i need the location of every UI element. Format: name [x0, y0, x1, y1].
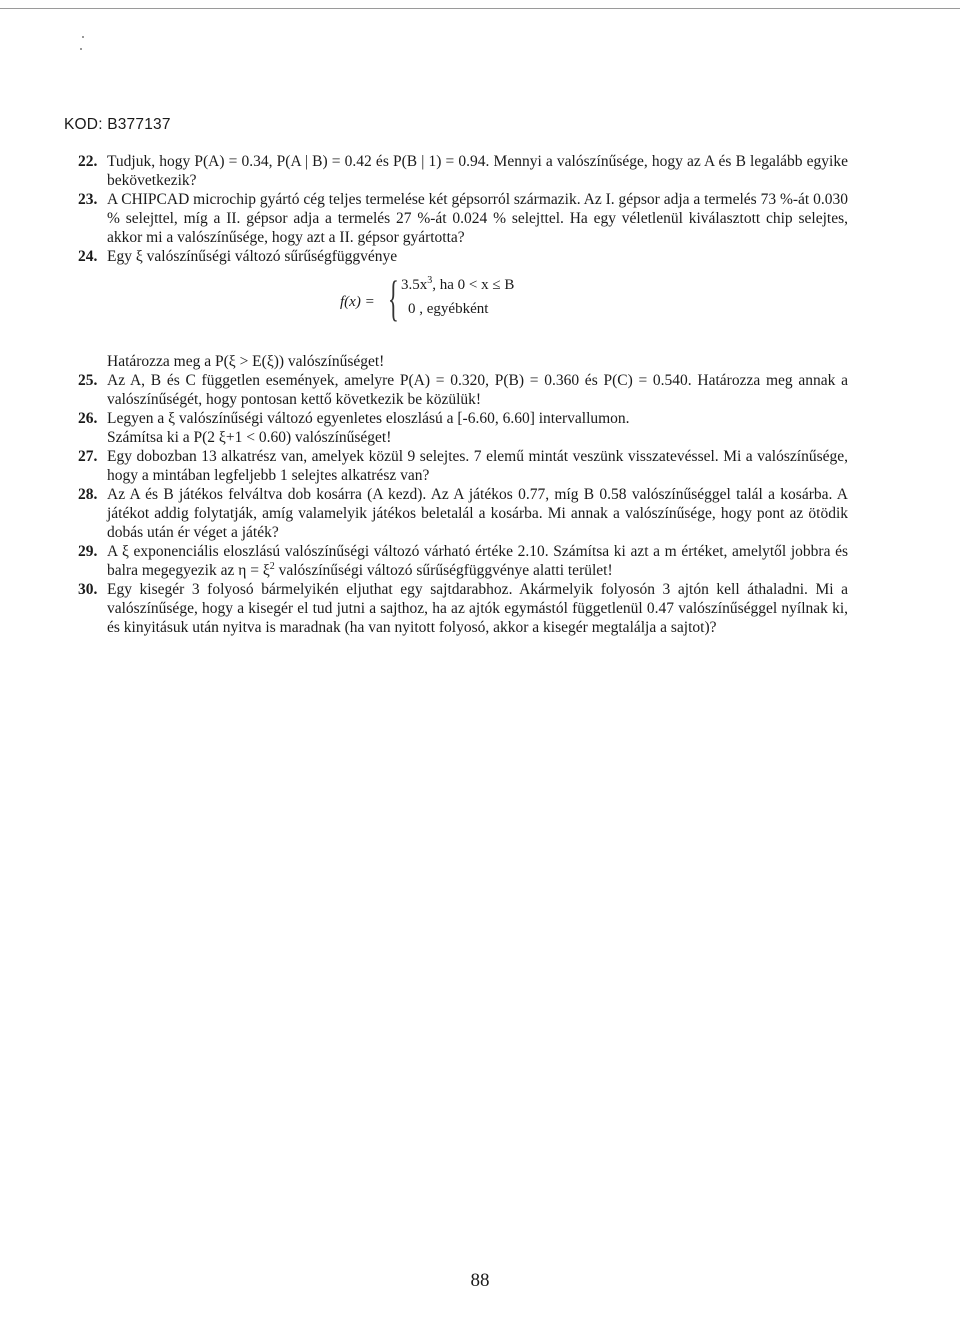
problem-27: [78, 447, 848, 485]
problem-26-question: [78, 428, 848, 447]
problem-23: [78, 190, 848, 247]
problem-text-part: valószínűségi változó sűrűségfüggvénye alatti terület!: [274, 562, 613, 579]
scan-edge-line: [0, 8, 960, 9]
problem-number: 26.: [78, 410, 98, 427]
density-formula: [78, 270, 848, 339]
problem-24: [78, 247, 848, 266]
problem-number: 25.: [78, 372, 98, 389]
problem-text: Egy kisegér 3 folyosó bármelyikén eljuthat egy sajtdarabhoz. Akármelyik folyosón 3 ajtón kell áthaladni. Mi a valószínűsége, hogy a kisegér el tud jutni a sajthoz, ha az ajtók egymástól függetlenül 0.47 valószínűséggel nyílnak ki, és kinyitásuk után nyitva is maradnak (ha van nyitott folyosó, akkor a kisegér megtalálja a sajtot)?: [107, 581, 848, 636]
problem-number: 23.: [78, 191, 98, 208]
problem-30: [78, 580, 848, 637]
problem-text: [107, 542, 848, 580]
problem-number: [78, 428, 107, 447]
problem-number: 27.: [78, 448, 98, 465]
problem-24-question: [78, 352, 848, 371]
problem-text: Tudjuk, hogy P(A) = 0.34, P(A | B) = 0.42 és P(B | 1) = 0.94. Mennyi a valószínűsége, hogy az A és B legalább egyike bekövetkezik?: [107, 153, 848, 189]
problem-number: 24.: [78, 248, 98, 265]
page-number: 88: [470, 1270, 490, 1291]
problem-25: [78, 371, 848, 409]
problem-22: [78, 152, 848, 190]
problem-text: Határozza meg a P(ξ > E(ξ)) valószínűséget!: [107, 353, 385, 370]
problem-list: [78, 152, 848, 637]
problem-text: Legyen a ξ valószínűségi változó egyenletes eloszlású a [-6.60, 6.60] intervallumon.: [107, 410, 630, 427]
problem-text-exponent: 2: [269, 560, 275, 572]
problem-26: [78, 409, 848, 428]
formula-case-1: [401, 277, 514, 294]
formula-case-1-condition: , ha 0 < x ≤ B: [432, 277, 515, 293]
problem-number: [78, 352, 107, 371]
problem-text: A CHIPCAD microchip gyártó cég teljes termelése két gépsorról származik. Az I. gépsor adja a termelés 73 %-át 0.030 % selejttel, míg a II. gépsor adja a termelés 27 %-át 0.024 % selejttel. Ha egy véletlenül kiválasztott chip selejtes, akkor mi a valószínűsége, hogy azt a II. gépsor gyártotta?: [107, 191, 848, 246]
problem-28: [78, 485, 848, 542]
formula-case-2: 0 , egyébként: [408, 301, 489, 317]
scan-speck: [82, 36, 84, 38]
problem-text-part: A ξ exponenciális eloszlású valószínűségi változó várható értéke 2.10. Számítsa ki azt a m értéket, amelytől jobbra és balra megegyezik az η = ξ: [107, 543, 848, 579]
problem-number: 22.: [78, 153, 98, 170]
problem-text: Egy ξ valószínűségi változó sűrűségfüggvénye: [107, 248, 398, 265]
problem-number: 29.: [78, 543, 98, 560]
problem-text: Az A, B és C független események, amelyre P(A) = 0.320, P(B) = 0.360 és P(C) = 0.540. Határozza meg annak a valószínűségét, hogy pontosan kettő következik be közülük!: [107, 372, 848, 408]
problem-text: Az A és B játékos felváltva dob kosárra (A kezd). Az A játékos 0.77, míg B 0.58 valószínűséggel talál a kosárba. A játékot addig folytatják, amíg valamelyik játékos beletalál a kosárba. Mi annak a valószínűsége, hogy pont az ötödik dobás után ér véget a játék?: [107, 486, 848, 541]
formula-case-1-expr: 3.5x: [401, 277, 428, 293]
formula-case-1-exponent: 3: [427, 275, 433, 286]
formula-lhs: f(x) =: [340, 294, 375, 310]
formula-brace: {: [388, 270, 399, 326]
exam-code: KOD: B377137: [64, 116, 171, 133]
problem-number: 30.: [78, 581, 98, 598]
problem-number: 28.: [78, 486, 98, 503]
scan-speck: [80, 48, 82, 50]
problem-29: [78, 542, 848, 580]
problem-text: Számítsa ki a P(2 ξ+1 < 0.60) valószínűséget!: [107, 429, 392, 446]
problem-text: Egy dobozban 13 alkatrész van, amelyek közül 9 selejtes. 7 elemű mintát veszünk visszatevéssel. Mi a valószínűsége, hogy a mintában legfeljebb 1 selejtes alkatrész van?: [107, 448, 848, 484]
